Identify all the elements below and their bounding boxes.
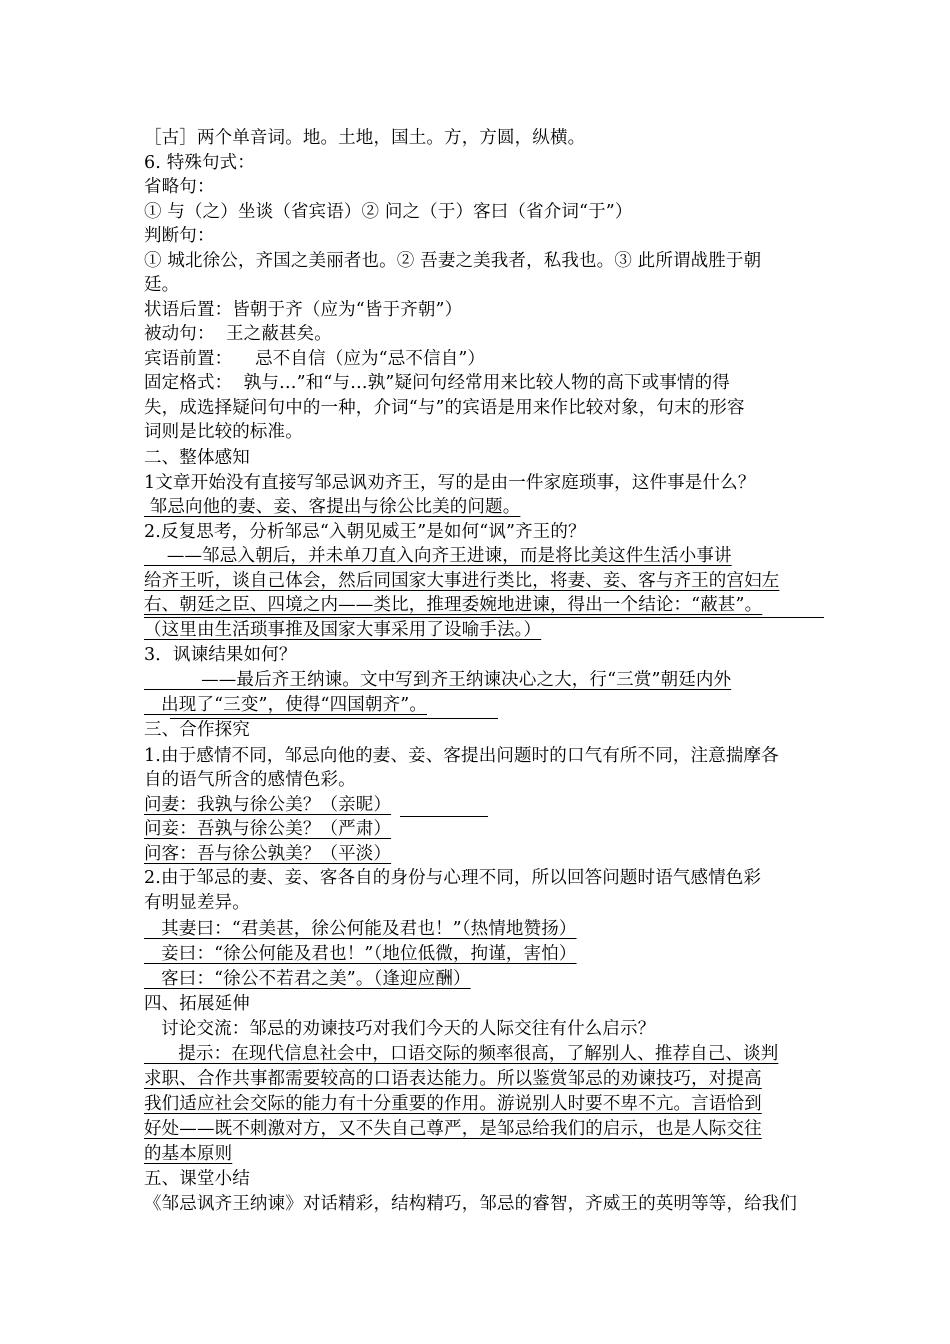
- text-line: 被动句： 王之蔽甚矣。: [144, 324, 332, 344]
- text-line: ① 与（之）坐谈（省宾语）② 问之（于）客曰（省介词“于”）: [144, 202, 633, 222]
- question-text: 1.由于感情不同，邹忌向他的妻、妾、客提出问题时的口气有所不同，注意揣摩各: [144, 746, 779, 766]
- section-heading: 四、拓展延伸: [144, 994, 250, 1014]
- answer-text: 妾曰：“徐公何能及君也！”（地位低微，拘谨，害怕）: [144, 944, 577, 964]
- section-heading: 五、课堂小结: [144, 1169, 250, 1189]
- underline-rule: [400, 816, 488, 817]
- answer-text: 问客：吾与徐公孰美？（平淡）: [144, 844, 392, 864]
- text-line: 廷。: [144, 275, 180, 295]
- underline-rule: [144, 617, 824, 618]
- text-line: 宾语前置： 忌不自信（应为“忌不信自”）: [144, 349, 486, 369]
- section-heading: 二、整体感知: [144, 448, 250, 468]
- answer-text: 问妾：吾孰与徐公美？（严肃）: [144, 819, 392, 839]
- answer-text: 问妻：我孰与徐公美？（亲昵）: [144, 795, 392, 815]
- text-line: 失，成选择疑问句中的一种，介词“与”的宾语是用来作比较对象，句末的形容: [144, 398, 745, 418]
- answer-text: 给齐王听，谈自己体会，然后同国家大事进行类比，将妻、妾、客与齐王的宫妇左: [144, 571, 780, 591]
- question-text: 1文章开始没有直接写邹忌讽劝齐王，写的是由一件家庭琐事，这件事是什么？: [144, 473, 756, 493]
- text-line: 固定格式： 孰与…”和“与…孰”疑问句经常用来比较人物的高下或事情的得: [144, 373, 730, 393]
- question-text: 2.反复思考，分析邹忌“入朝见威王”是如何“讽”齐王的？: [144, 522, 586, 542]
- question-text: 讨论交流：邹忌的劝谏技巧对我们今天的人际交往有什么启示？: [144, 1019, 656, 1039]
- text-line: ［古］两个单音词。地。土地，国土。方，方圆，纵横。: [144, 128, 586, 148]
- text-line: 判断句：: [144, 226, 215, 246]
- answer-text: 客曰：“徐公不若君之美”。（逢迎应酬）: [144, 969, 471, 989]
- text-line: 省略句：: [144, 177, 215, 197]
- answer-text: 邹忌向他的妻、妾、客提出与徐公比美的问题。: [144, 497, 521, 517]
- answer-text: 右、朝廷之臣、四境之内——类比，推理委婉地进谏，得出一个结论：“蔽甚”。: [144, 595, 763, 615]
- answer-text: 求职、合作共事都需要较高的口语表达能力。所以鉴赏邹忌的劝谏技巧，对提高: [144, 1069, 762, 1089]
- text-line: 词则是比较的标准。: [144, 422, 303, 442]
- answer-text: 出现了“三变”，使得“四国朝齐”。: [144, 695, 427, 715]
- summary-text: 《邹忌讽齐王纳谏》对话精彩，结构精巧，邹忌的睿智，齐威王的英明等等，给我们: [144, 1194, 798, 1214]
- answer-text: 好处——既不刺激对方，又不失自己尊严，是邹忌给我们的启示，也是人际交往: [144, 1119, 762, 1139]
- question-text: 自的语气所含的感情色彩。: [144, 770, 356, 790]
- question-text: 2.由于邹忌的妻、妾、客各自的身份与心理不同，所以回答问题时语气感情色彩: [144, 868, 762, 888]
- section-heading: 6. 特殊句式：: [144, 153, 255, 173]
- answer-text: ——最后齐王纳谏。文中写到齐王纳谏决心之大，行“三赏”朝廷内外: [144, 670, 732, 690]
- answer-text: 我们适应社会交际的能力有十分重要的作用。游说别人时要不卑不亢。言语恰到: [144, 1094, 762, 1114]
- text-line: ① 城北徐公，齐国之美丽者也。② 吾妻之美我者，私我也。③ 此所谓战胜于朝: [144, 251, 762, 271]
- text-line: 状语后置：皆朝于齐（应为“皆于齐朝”）: [144, 300, 463, 320]
- answer-text: ——邹忌入朝后，并未单刀直入向齐王进谏，而是将比美这件生活小事讲: [144, 546, 732, 566]
- answer-text: 其妻曰：“君美甚，徐公何能及君也！”（热情地赞扬）: [144, 919, 577, 939]
- answer-text: （这里由生活琐事推及国家大事采用了设喻手法。）: [144, 620, 542, 640]
- question-text: 有明显差异。: [144, 893, 250, 913]
- section-heading: 三、合作探究: [144, 720, 250, 740]
- underline-rule: [170, 718, 498, 719]
- answer-text: 的基本原则: [144, 1144, 233, 1164]
- answer-text: 提示：在现代信息社会中，口语交际的频率很高，了解别人、推荐自己、谈判: [144, 1044, 779, 1064]
- question-text: 3．讽谏结果如何？: [144, 645, 297, 665]
